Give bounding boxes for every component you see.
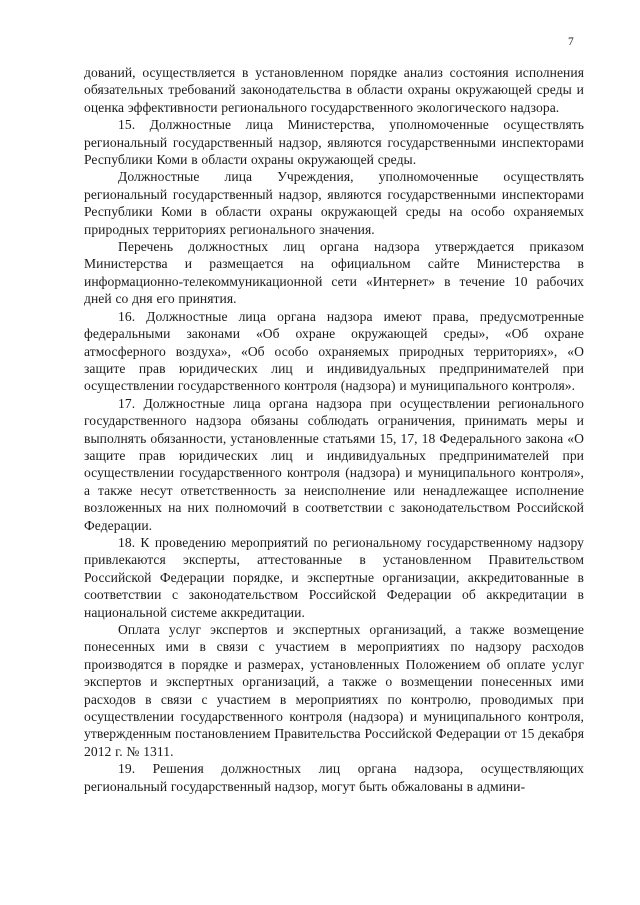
- paragraph: 18. К проведению мероприятий по региональному государственному надзору привлекаются эксперты, аттестованные в установленном Правительством Российской Федерации порядке, и экспертные организации, аккредитованные в соответствии с законодательством Российской Федерации об аккредитации в национальной системе аккредитации.: [84, 534, 584, 620]
- paragraph: 15. Должностные лица Министерства, уполномоченные осуществлять региональный государственный надзор, являются государственными инспекторами Республики Коми в области охраны окружающей среды.: [84, 117, 584, 168]
- paragraph: 17. Должностные лица органа надзора при осуществлении регионального государственного надзора обязаны соблюдать ограничения, принимать меры и выполнять обязанности, установленные статьями 15, 17, 18 Федерального закона «О защите прав юридических лиц и индивидуальных предпринимателей при осуществлении государственного контроля (надзора) и муниципального контроля», а также несут ответственность за неисполнение или ненадлежащее исполнение возложенных на них полномочий в соответствии с законодательством Российской Федерации.: [84, 395, 584, 533]
- paragraph: Должностные лица Учреждения, уполномоченные осуществлять региональный государственный надзор, являются государственными инспекторами Республики Коми в области охраны окружающей среды на особо охраняемых природных территориях регионального значения.: [84, 169, 584, 237]
- page-number: 7: [568, 36, 574, 48]
- document-body: [84, 64, 584, 795]
- paragraph: дований, осуществляется в установленном порядке анализ состояния исполнения обязательных требований законодательства в области охраны окружающей среды и оценка эффективности регионального государственного экологического надзора.: [84, 65, 584, 115]
- paragraph: 16. Должностные лица органа надзора имеют права, предусмотренные федеральными законами «Об охране окружающей среды», «Об охране атмосферного воздуха», «Об особо охраняемых природных территориях», «О защите прав юридических лиц и индивидуальных предпринимателей при осуществлении государственного контроля (надзора) и муниципального контроля».: [84, 308, 584, 394]
- paragraph: 19. Решения должностных лиц органа надзора, осуществляющих региональный государственный надзор, могут быть обжалованы в админи-: [84, 761, 584, 794]
- paragraph: Оплата услуг экспертов и экспертных организаций, а также возмещение понесенных ими в связи с участием в мероприятиях по надзору расходов производятся в порядке и размерах, установленных Положением об оплате услуг экспертов и экспертных организаций, а также о возмещении понесенных ими расходов в связи с участием в мероприятиях по контролю, проводимых при осуществлении государственного контроля (надзора) и муниципального контроля, утвержденным постановлением Правительства Российской Федерации от 15 декабря 2012 г. № 1311.: [84, 622, 584, 759]
- paragraph: Перечень должностных лиц органа надзора утверждается приказом Министерства и размещается на официальном сайте Министерства в информационно-телекоммуникационной сети «Интернет» в течение 10 рабочих дней со дня его принятия.: [84, 239, 584, 307]
